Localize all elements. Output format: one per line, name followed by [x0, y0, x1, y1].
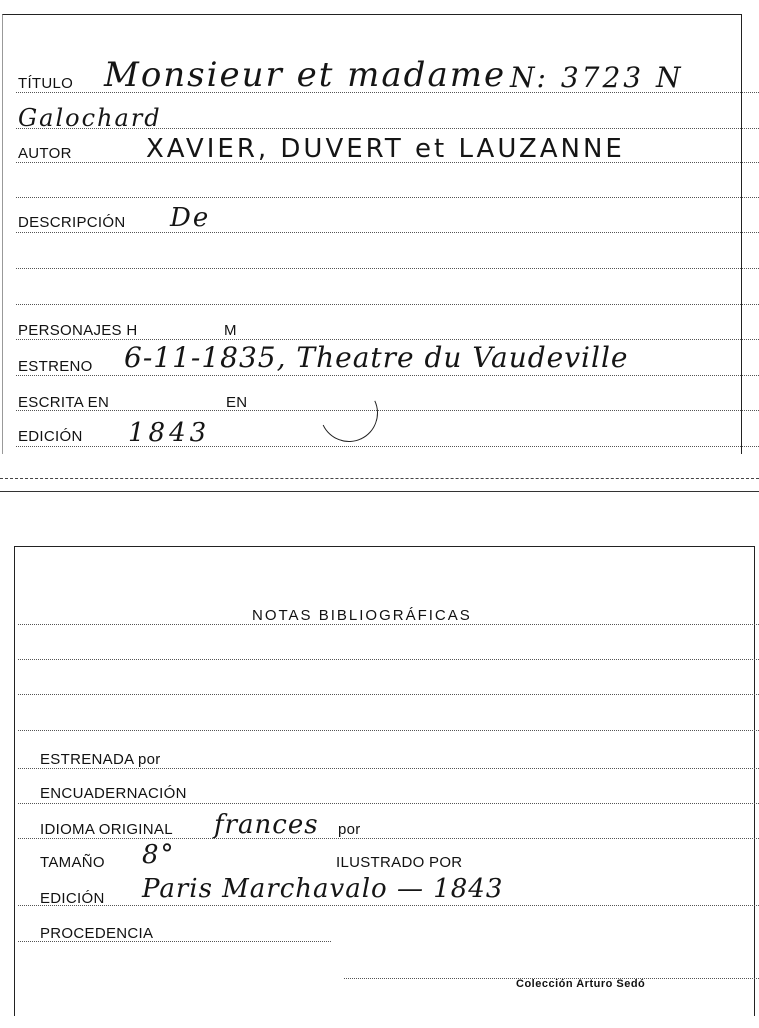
cut-line-lower [0, 491, 759, 492]
card1-rule-blank-3 [16, 304, 759, 305]
edicion-label: EDICIÓN [18, 428, 83, 445]
card1-rule-blank-2 [16, 268, 759, 269]
estreno-value: 6-11-1835, Theatre du Vaudeville [124, 341, 629, 374]
idioma-por-label: por [338, 821, 361, 838]
idioma-value: frances [214, 810, 319, 840]
estrenada-label: ESTRENADA por [40, 751, 161, 768]
card1-rule-descripcion [16, 232, 759, 233]
card1-rule-estreno [16, 375, 759, 376]
card1-rule-blank-1 [16, 197, 759, 198]
tamano-value: 8° [142, 840, 176, 870]
collection-footer: Colección Arturo Sedó [516, 978, 646, 990]
personajes-m-label: M [224, 322, 237, 339]
titulo-continuation: Galochard [18, 104, 162, 132]
catalog-number: N: 3723 N [510, 61, 684, 94]
card2-rule-blank-1 [18, 659, 759, 660]
escrita-en-label: EN [226, 394, 248, 411]
card2-rule-blank-3 [18, 730, 759, 731]
card2-rule-estrenada [18, 768, 759, 769]
procedencia-label: PROCEDENCIA [40, 925, 154, 942]
card2-rule-blank-2 [18, 694, 759, 695]
descripcion-value: De [170, 203, 211, 233]
estreno-label: ESTRENO [18, 358, 93, 375]
idioma-label: IDIOMA ORIGINAL [40, 821, 173, 838]
cut-line-upper [0, 478, 759, 479]
edicion2-label: EDICIÓN [40, 890, 105, 907]
card1-rule-personajes [16, 339, 759, 340]
card2-rule-encuadernacion [18, 803, 759, 804]
descripcion-label: DESCRIPCIÓN [18, 214, 126, 231]
card2-rule-edicion [18, 905, 759, 906]
escrita-label: ESCRITA EN [18, 394, 110, 411]
titulo-label: TÍTULO [18, 75, 74, 92]
edicion-value: 1843 [128, 418, 211, 448]
autor-label: AUTOR [18, 145, 72, 162]
titulo-value: Monsieur et madame [104, 55, 507, 95]
personajes-label: PERSONAJES H [18, 322, 138, 339]
card1-rule-escrita [16, 410, 759, 411]
ilustrado-label: ILUSTRADO POR [336, 854, 463, 871]
encuadernacion-label: ENCUADERNACIÓN [40, 785, 187, 802]
card2-rule-idioma [18, 838, 759, 839]
notas-heading: NOTAS BIBLIOGRÁFICAS [252, 607, 472, 624]
autor-value: XAVIER, DUVERT et LAUZANNE [146, 134, 625, 164]
edicion2-value: Paris Marchavalo — 1843 [142, 874, 504, 904]
card2-rule-heading [18, 624, 759, 625]
tamano-label: TAMAÑO [40, 854, 105, 871]
